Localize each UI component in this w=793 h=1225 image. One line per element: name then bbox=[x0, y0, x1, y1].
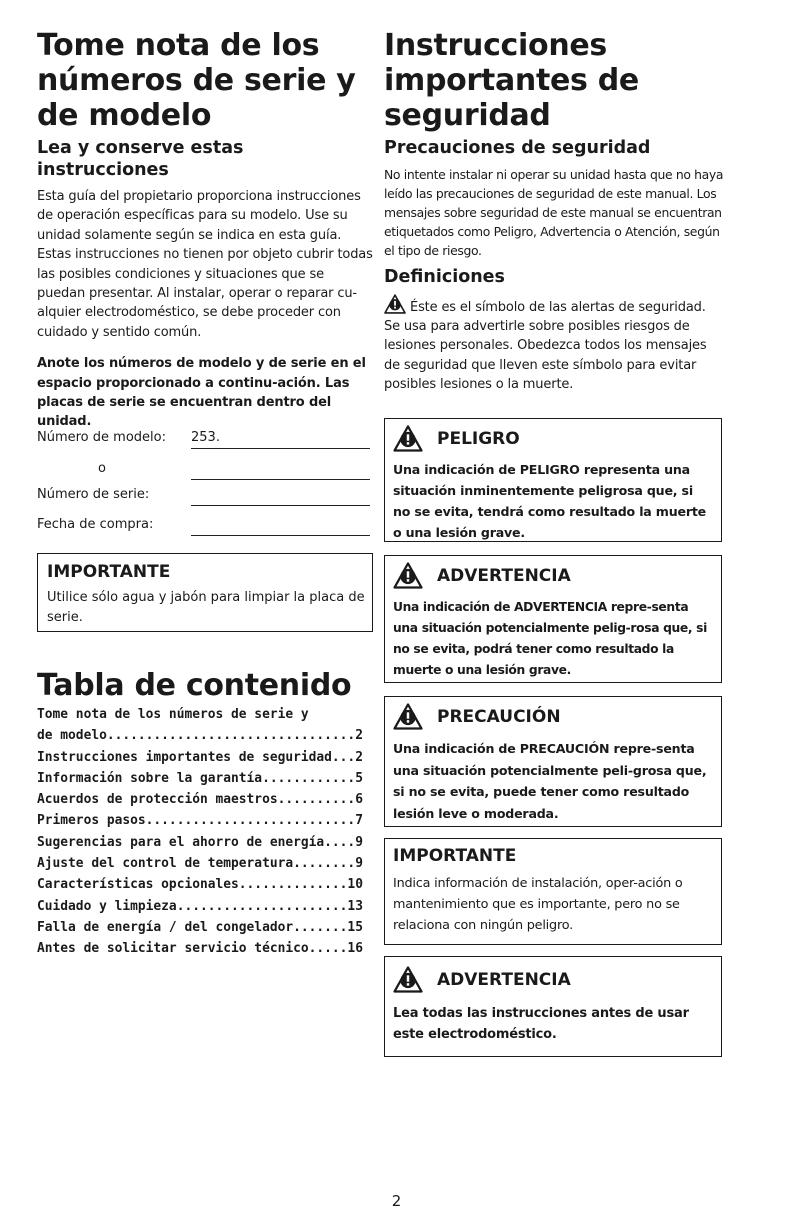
warning-alert-icon bbox=[393, 562, 423, 589]
definitions-text: Éste es el símbolo de las alertas de seguridad. Se usa para advertirle sobre posibles riesgos de lesiones personales. Obedezca todos los mensajes de seguridad que lleven este símbolo para evitar posibles lesiones o la muerte. bbox=[384, 300, 707, 392]
caution-alert-icon bbox=[393, 703, 423, 730]
right-column bbox=[384, 28, 724, 394]
safety-title: Instrucciones importantes de seguridad bbox=[384, 28, 639, 133]
left-column bbox=[37, 28, 373, 432]
warning-box bbox=[384, 555, 722, 683]
warning-2-title: ADVERTENCIA bbox=[437, 969, 571, 990]
danger-title: PELIGRO bbox=[437, 428, 520, 449]
table-of-contents bbox=[37, 704, 373, 960]
record-numbers-note: Anote los números de modelo y de serie en el espacio proporcionado a continu-ación. Las placas de serie se encuentran dentro del unidad. bbox=[37, 356, 366, 430]
toc-item[interactable]: Ajuste del control de temperatura........9 bbox=[37, 856, 363, 872]
serial-model-title: Tome nota de los números de serie y de modelo bbox=[37, 28, 356, 133]
toc-item[interactable]: Características opcionales..............10 bbox=[37, 877, 363, 893]
read-keep-subtitle: Lea y conserve estas instrucciones bbox=[37, 138, 244, 180]
serial-number-line[interactable] bbox=[191, 505, 370, 506]
definitions-heading: Definiciones bbox=[384, 267, 505, 287]
caution-header bbox=[393, 703, 713, 730]
danger-body: Una indicación de PELIGRO representa una situación inminentemente peligrosa que, si no se evita, tendrá como resultado la muerte o una lesión grave. bbox=[393, 462, 706, 540]
warning-2-alert-icon bbox=[393, 966, 423, 993]
intro-paragraph: Esta guía del propietario proporciona instrucciones de operación específicas para su modelo. Use su unidad solamente según se indica en esta guía. Estas instrucciones no tienen por objeto cubrir todas las posibles condiciones y situaciones que se puedan presentar. Al instalar, operar o reparar cu-alquier electrodoméstico, se debe proceder con cuidado y sentido común. bbox=[37, 189, 373, 340]
purchase-date-line[interactable] bbox=[191, 535, 370, 536]
toc-item[interactable]: Acuerdos de protección maestros..........6 bbox=[37, 792, 363, 808]
purchase-date-label: Fecha de compra: bbox=[37, 517, 154, 532]
or-row bbox=[37, 461, 373, 481]
serial-number-label: Número de serie: bbox=[37, 487, 150, 502]
model-number-line[interactable] bbox=[191, 448, 370, 449]
warning-header bbox=[393, 562, 713, 589]
important-box-left-body: Utilice sólo agua y jabón para limpiar la placa de serie. bbox=[47, 590, 365, 625]
notice-title: IMPORTANTE bbox=[393, 846, 517, 866]
serial-number-row bbox=[37, 487, 373, 507]
warning-title: ADVERTENCIA bbox=[437, 565, 571, 586]
toc-item[interactable]: Falla de energía / del congelador.......15 bbox=[37, 919, 363, 935]
model-number-row bbox=[37, 430, 373, 450]
danger-header bbox=[393, 425, 713, 452]
toc-item[interactable]: Información sobre la garantía............5 bbox=[37, 770, 363, 786]
toc-item[interactable]: Cuidado y limpieza......................13 bbox=[37, 898, 363, 914]
page-number: 2 bbox=[391, 1192, 402, 1210]
safety-alert-icon bbox=[384, 294, 406, 314]
toc-item[interactable]: Instrucciones importantes de seguridad...2 bbox=[37, 749, 363, 765]
toc-item[interactable]: de modelo................................2 bbox=[37, 728, 363, 744]
toc-item[interactable]: Sugerencias para el ahorro de energía....9 bbox=[37, 834, 363, 850]
important-box-left-title: IMPORTANTE bbox=[47, 562, 171, 582]
caution-box bbox=[384, 696, 722, 827]
caution-title: PRECAUCIÓN bbox=[437, 706, 561, 727]
safety-precautions-subtitle: Precauciones de seguridad bbox=[384, 138, 651, 158]
warning-box-2 bbox=[384, 956, 722, 1057]
toc-item[interactable]: Antes de solicitar servicio técnico.....16 bbox=[37, 941, 363, 957]
notice-body: Indica información de instalación, oper-ación o mantenimiento que es importante, pero no se relaciona con ningún peligro. bbox=[393, 876, 683, 933]
definitions-paragraph bbox=[384, 294, 724, 394]
warning-body: Una indicación de ADVERTENCIA repre-senta una situación potencialmente pelig-rosa que, si no se evita, podrá tener como resultado la muerte o una lesión grave. bbox=[393, 600, 708, 677]
important-box-left bbox=[37, 553, 373, 632]
warning-2-body: Lea todas las instrucciones antes de usar este electrodoméstico. bbox=[393, 1006, 689, 1042]
warning-2-header bbox=[393, 966, 713, 993]
purchase-date-row bbox=[37, 517, 373, 537]
model-number-value: 253. bbox=[191, 430, 220, 445]
toc-item[interactable]: Primeros pasos...........................7 bbox=[37, 813, 363, 829]
safety-intro-paragraph: No intente instalar ni operar su unidad hasta que no haya leído las precauciones de seguridad de este manual. Los mensajes sobre seguridad de este manual se encuentran etiquetados como Peligro, Advertencia o Atención, según el tipo de riesgo. bbox=[384, 167, 724, 258]
caution-body: Una indicación de PRECAUCIÓN repre-senta una situación potencialmente peli-grosa que, si no se evita, puede tener como resultado lesión leve o moderada. bbox=[393, 741, 707, 821]
or-label: o bbox=[98, 461, 106, 476]
danger-box bbox=[384, 418, 722, 542]
notice-box bbox=[384, 838, 722, 945]
alt-number-line[interactable] bbox=[191, 479, 370, 480]
toc-title: Tabla de contenido bbox=[37, 668, 352, 703]
toc-item[interactable]: Tome nota de los números de serie y bbox=[37, 707, 309, 722]
danger-alert-icon bbox=[393, 425, 423, 452]
model-number-label: Número de modelo: bbox=[37, 430, 166, 445]
